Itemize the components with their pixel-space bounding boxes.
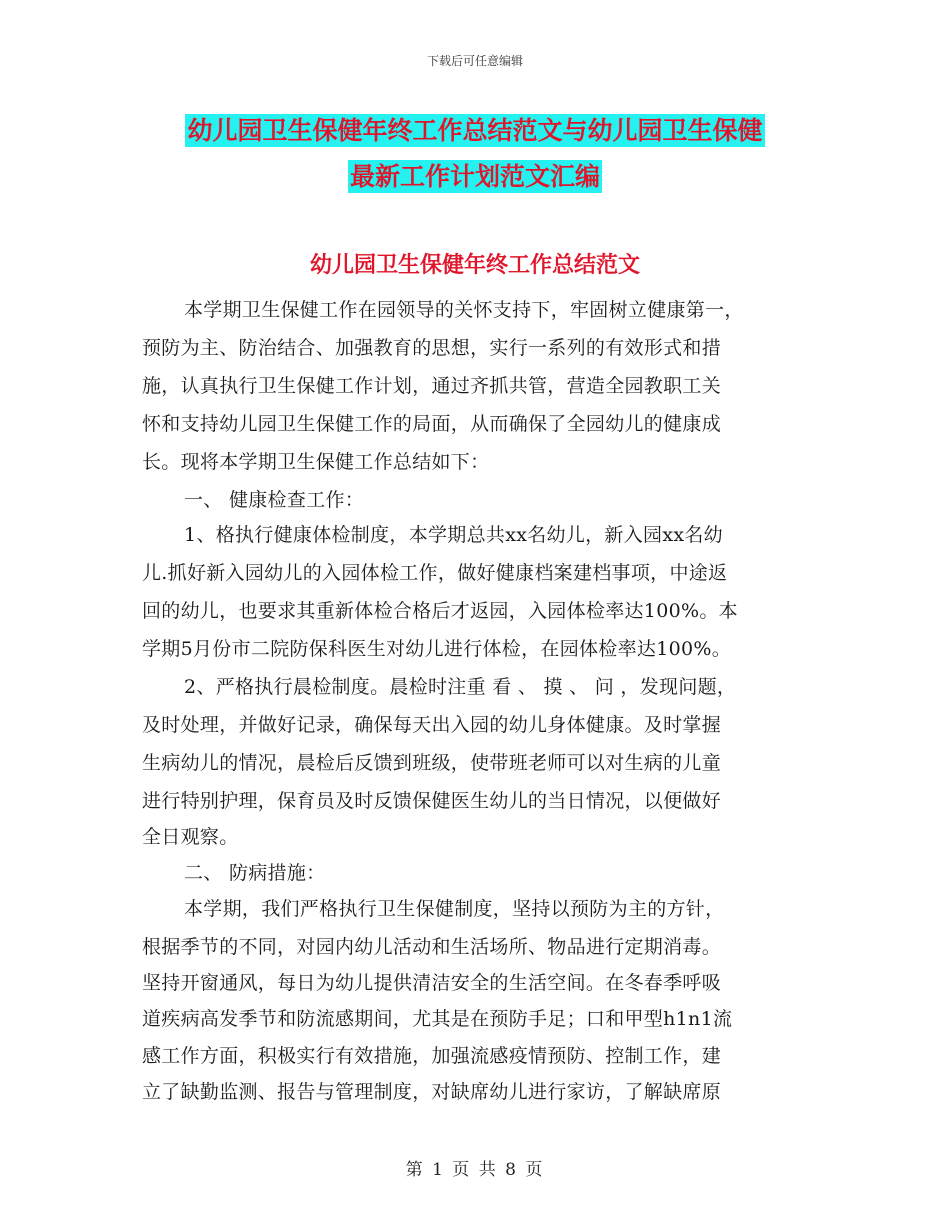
paragraph-line: 坚持开窗通风，每日为幼儿提供清洁安全的生活空间。在冬春季呼吸 — [142, 972, 722, 994]
paragraph-line: 学期5月份市二院防保科医生对幼儿进行体检，在园体检率达100%。 — [142, 638, 732, 660]
paragraph-line: 根据季节的不同，对园内幼儿活动和生活场所、物品进行定期消毒。 — [142, 936, 722, 958]
paragraph-line: 长。现将本学期卫生保健工作总结如下： — [142, 451, 490, 473]
paragraph-line: 2、严格执行晨检制度。晨检时注重 看 、 摸 、 问 ，发现问题， — [184, 676, 737, 698]
paragraph-line: 儿.抓好新入园幼儿的入园体检工作，做好健康档案建档事项，中途返 — [142, 562, 728, 584]
paragraph-line: 预防为主、防治结合、加强教育的思想，实行一系列的有效形式和措 — [142, 337, 722, 359]
paragraph-line: 立了缺勤监测、报告与管理制度，对缺席幼儿进行家访，了解缺席原 — [142, 1081, 722, 1103]
paragraph-line: 进行特别护理，保育员及时反馈保健医生幼儿的当日情况，以便做好 — [142, 790, 722, 812]
paragraph-line: 施，认真执行卫生保健工作计划，通过齐抓共管，营造全园教职工关 — [142, 375, 722, 397]
paragraph-line: 全日观察。 — [142, 826, 239, 848]
section-heading: 二、 防病措施： — [184, 862, 326, 884]
paragraph-line: 本学期卫生保健工作在园领导的关怀支持下，牢固树立健康第一， — [184, 299, 744, 321]
header-note: 下载后可任意编辑 — [426, 54, 523, 68]
paragraph-line: 道疾病高发季节和防流感期间，尤其是在预防手足；口和甲型h1n1流 — [142, 1008, 733, 1030]
page-footer: 第 1 页 共 8 页 — [405, 1160, 545, 1180]
paragraph-line: 生病幼儿的情况，晨检后反馈到班级，使带班老师可以对生病的儿童 — [142, 752, 722, 774]
paragraph-line: 及时处理，并做好记录，确保每天出入园的幼儿身体健康。及时掌握 — [142, 714, 722, 736]
section-heading: 一、 健康检查工作： — [184, 489, 365, 511]
title-line-2: 最新工作计划范文汇编 — [349, 162, 600, 191]
paragraph-line: 回的幼儿，也要求其重新体检合格后才返园，入园体检率达100%。本 — [142, 600, 738, 622]
title-line-1: 幼儿园卫生保健年终工作总结范文与幼儿园卫生保健 — [187, 116, 763, 145]
paragraph-line: 感工作方面，积极实行有效措施，加强流感疫情预防、控制工作，建 — [142, 1045, 722, 1067]
paragraph-line: 1、格执行健康体检制度，本学期总共xx名幼儿，新入园xx名幼 — [184, 524, 723, 546]
paragraph-line: 怀和支持幼儿园卫生保健工作的局面，从而确保了全园幼儿的健康成 — [142, 413, 722, 435]
paragraph-line: 本学期，我们严格执行卫生保健制度，坚持以预防为主的方针， — [184, 898, 725, 920]
section-title: 幼儿园卫生保健年终工作总结范文 — [309, 253, 640, 278]
document-title — [140, 108, 810, 200]
